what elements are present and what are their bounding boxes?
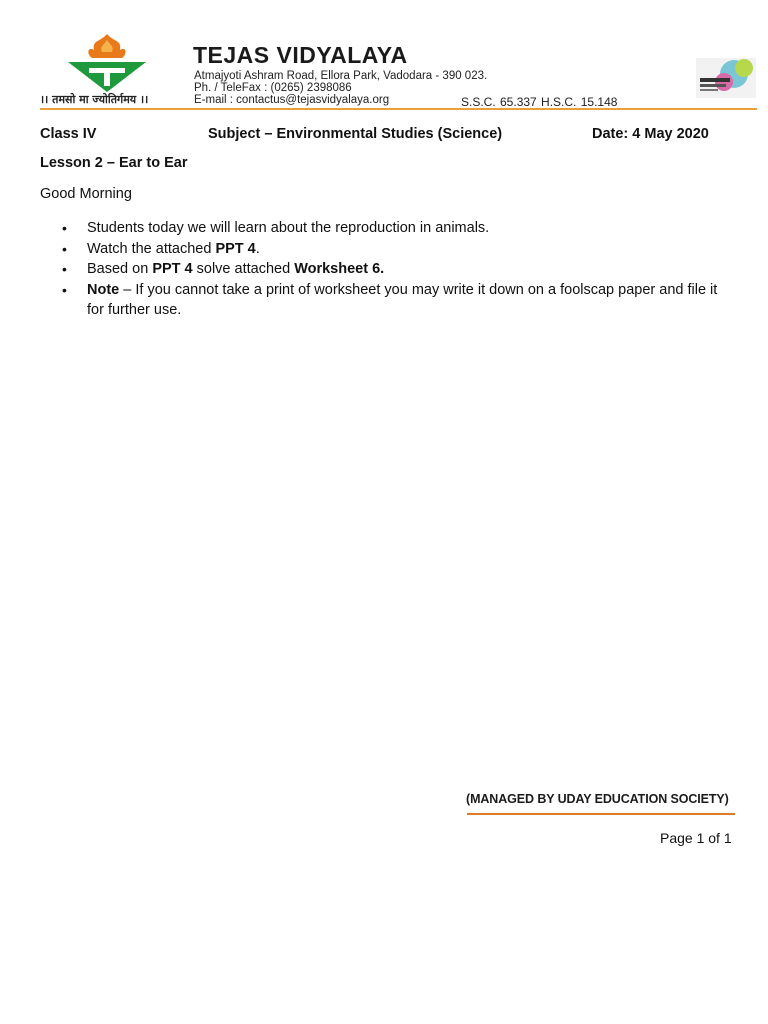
greeting: Good Morning [40,186,132,202]
list-item: • Watch the attached PPT 4. [40,239,730,260]
letterhead-divider [40,108,757,110]
school-phone: Ph. / TeleFax : (0265) 2398086 [194,82,352,94]
date-label: Date: 4 May 2020 [592,126,709,142]
school-name: TEJAS VIDYALAYA [193,42,408,68]
instruction-list [40,218,730,321]
school-email: E-mail : contactus@tejasvidyalaya.org [194,94,390,106]
class-label: Class IV [40,126,97,142]
managing-society: (MANAGED BY UDAY EDUCATION SOCIETY) [466,792,729,806]
tejas-flame-logo-icon [62,32,152,94]
list-item: • Note – If you cannot take a print of worksheet you may write it down on a foolscap paper and file it for further use. [40,280,730,321]
board-codes: S.S.C. 65.337 H.S.C. 15.148 [461,95,618,109]
list-item: • Based on PPT 4 solve attached Worksheet 6. [40,259,730,280]
international-school-award-badge-icon [696,58,756,98]
subject-label: Subject – Environmental Studies (Science) [208,126,503,142]
page-number: Page 1 of 1 [660,830,732,846]
lesson-title: Lesson 2 – Ear to Ear [40,155,188,171]
list-item: • Students today we will learn about the reproduction in animals. [40,218,730,239]
footer-divider [467,813,735,815]
school-address: Atmajyoti Ashram Road, Ellora Park, Vadodara - 390 023. [194,70,488,82]
school-motto: ।। तमसो मा ज्योतिर्गमय ।। [40,93,149,106]
letterhead [40,30,757,110]
